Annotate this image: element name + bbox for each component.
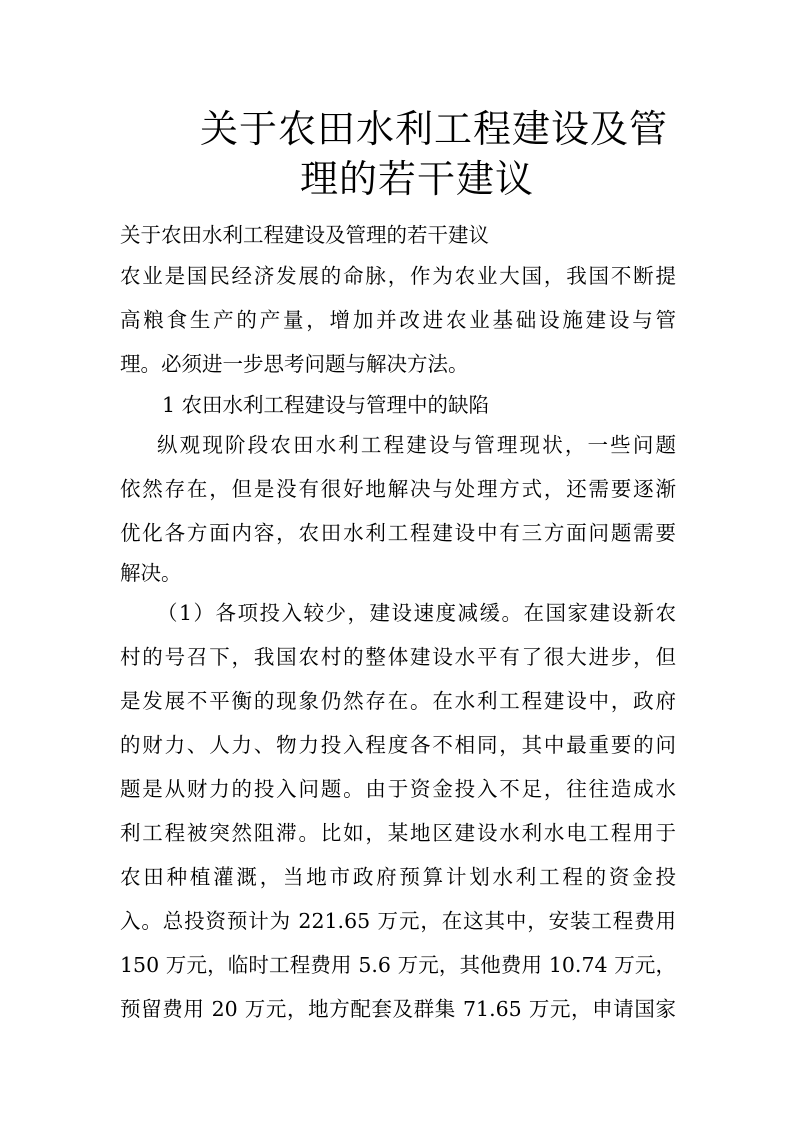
para1-line: 依然存在，但是没有很好地解决与处理方式，还需要逐渐 bbox=[120, 477, 676, 501]
section-heading: 1 农田水利工程建设与管理中的缺陷 bbox=[162, 393, 490, 417]
document-title-line-2: 理的若干建议 bbox=[299, 157, 534, 201]
para2-line: 入。总投资预计为 221.65 万元，在这其中，安装工程费用 bbox=[120, 909, 676, 933]
para2-line: 农田种植灌溉，当地市政府预算计划水利工程的资金投 bbox=[120, 865, 676, 889]
para1-line: 纵观现阶段农田水利工程建设与管理现状，一些问题 bbox=[157, 433, 676, 457]
para1-line: 解决。 bbox=[120, 561, 182, 585]
para2-line: 利工程被突然阻滞。比如，某地区建设水利水电工程用于 bbox=[120, 821, 676, 845]
para2-line: 的财力、人力、物力投入程度各不相同，其中最重要的问 bbox=[120, 733, 676, 757]
intro-line: 农业是国民经济发展的命脉，作为农业大国，我国不断提 bbox=[120, 264, 676, 288]
para2-line: 预留费用 20 万元，地方配套及群集 71.65 万元，申请国家 bbox=[120, 997, 676, 1021]
para2-line: 题是从财力的投入问题。由于资金投入不足，往往造成水 bbox=[120, 777, 676, 801]
para2-line: （1）各项投入较少，建设速度减缓。在国家建设新农 bbox=[157, 601, 676, 625]
para1-line: 优化各方面内容，农田水利工程建设中有三方面问题需要 bbox=[120, 521, 676, 545]
para2-line: 是发展不平衡的现象仍然存在。在水利工程建设中，政府 bbox=[120, 689, 676, 713]
para2-line: 村的号召下，我国农村的整体建设水平有了很大进步，但 bbox=[120, 645, 676, 669]
subtitle: 关于农田水利工程建设及管理的若干建议 bbox=[120, 223, 489, 247]
document-title-line-1: 关于农田水利工程建设及管 bbox=[199, 107, 668, 151]
para2-line: 150 万元，临时工程费用 5.6 万元，其他费用 10.74 万元， bbox=[120, 953, 676, 977]
intro-line: 理。必须进一步思考问题与解决方法。 bbox=[120, 352, 469, 376]
intro-line: 高粮食生产的产量，增加并改进农业基础设施建设与管 bbox=[120, 308, 676, 332]
